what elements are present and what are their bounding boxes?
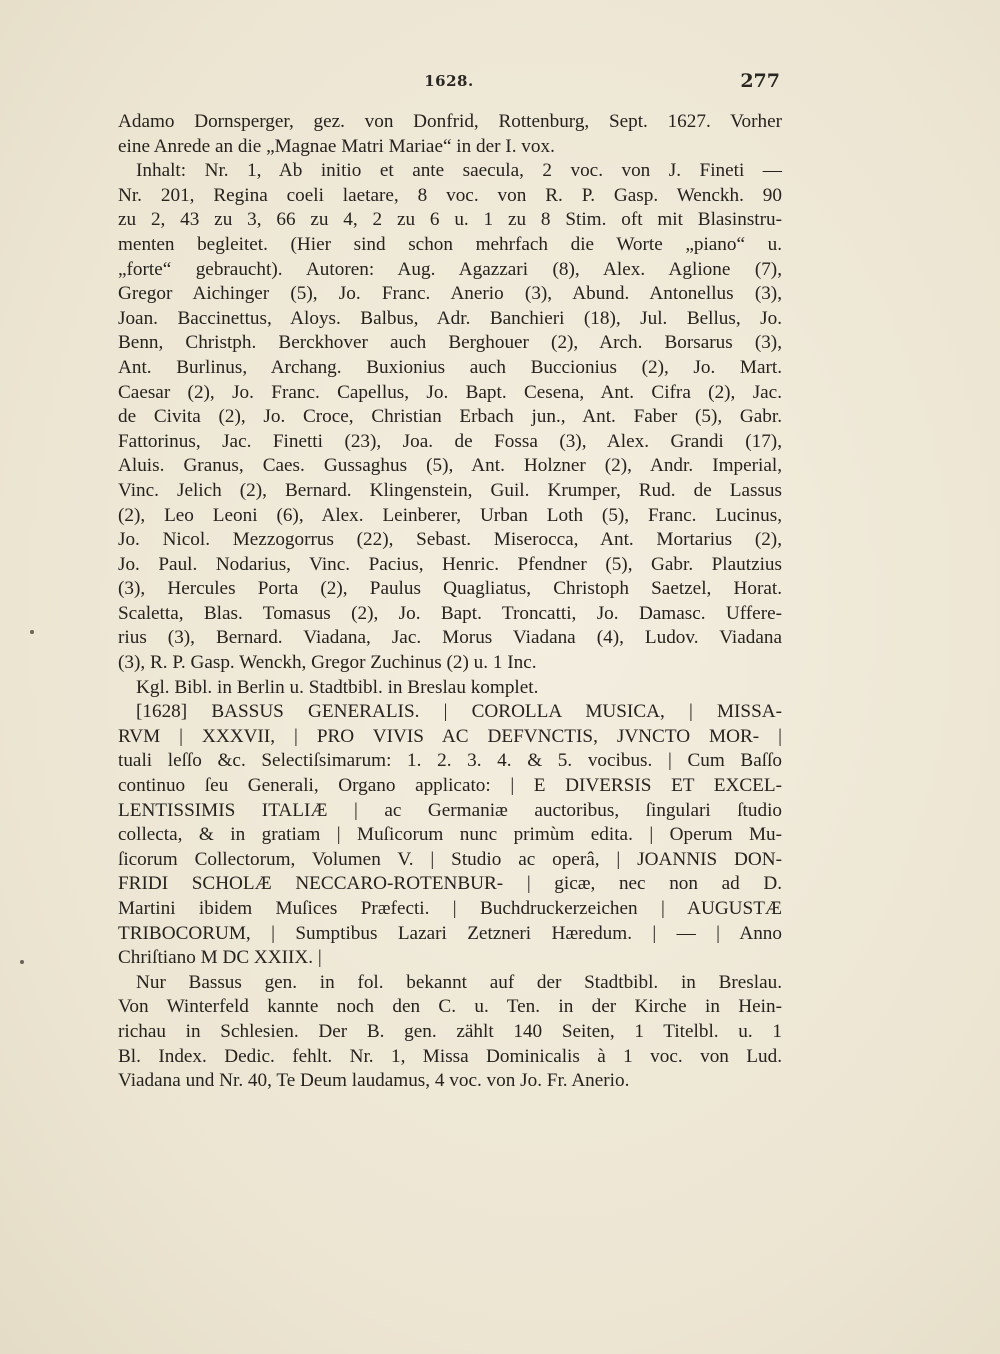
text-line: Bl. Index. Dedic. fehlt. Nr. 1, Missa Dominicalis à 1 voc. von Lud. — [118, 1045, 782, 1067]
text-line: TRIBOCORUM, | Sumptibus Lazari Zetzneri Hæredum. | — | Anno — [118, 922, 782, 944]
text-line: Aluis. Granus, Caes. Gussaghus (5), Ant. Holzner (2), Andr. Imperial, — [118, 455, 782, 477]
text-line: de Civita (2), Jo. Croce, Christian Erbach jun., Ant. Faber (5), Gabr. — [118, 406, 782, 428]
text-line: continuo ſeu Generali, Organo applicato: | E DIVERSIS ET EXCEL- — [118, 775, 782, 797]
text-line: eine Anrede an die „Magnae Matri Mariae“ in der I. vox. — [118, 135, 555, 157]
text-line: tuali leſſo &c. Selectiſsimarum: 1. 2. 3. 4. & 5. vocibus. | Cum Baſſo — [118, 750, 782, 772]
text-line: LENTISSIMIS ITALIÆ | ac Germaniæ auctoribus, ſingulari ſtudio — [118, 799, 782, 821]
text-line: Adamo Dornsperger, gez. von Donfrid, Rottenburg, Sept. 1627. Vorher — [118, 111, 782, 132]
text-line: Von Winterfeld kannte noch den C. u. Ten. in der Kirche in Hein- — [118, 996, 782, 1018]
text-line: collecta, & in gratiam | Muſicorum nunc primùm edita. | Operum Mu- — [118, 824, 782, 846]
text-line: ſicorum Collectorum, Volumen V. | Studio ac operâ, | JOANNIS DON- — [118, 848, 782, 870]
text-line: zu 2, 43 zu 3, 66 zu 4, 2 zu 6 u. 1 zu 8 Stim. oft mit Blasinstru- — [118, 209, 782, 231]
text-line: rius (3), Bernard. Viadana, Jac. Morus Viadana (4), Ludov. Viadana — [118, 627, 782, 649]
text-line: Vinc. Jelich (2), Bernard. Klingenstein, Guil. Krumper, Rud. de Lassus — [118, 479, 782, 501]
page-body-text — [118, 110, 782, 1094]
text-line: Inhalt: Nr. 1, Ab initio et ante saecula, 2 voc. von J. Fineti — — [136, 160, 782, 182]
running-header — [118, 70, 780, 100]
text-line: Nr. 201, Regina coeli laetare, 8 voc. von R. P. Gasp. Wenckh. 90 — [118, 184, 782, 206]
text-line: Nur Bassus gen. in fol. bekannt auf der Stadtbibl. in Breslau. — [136, 971, 782, 993]
text-line: richau in Schlesien. Der B. gen. zählt 140 Seiten, 1 Titelbl. u. 1 — [118, 1020, 782, 1042]
header-year: 1628. — [424, 72, 474, 90]
text-line: (3), Hercules Porta (2), Paulus Quagliatus, Christoph Saetzel, Horat. — [118, 578, 782, 600]
text-line: „forte“ gebraucht). Autoren: Aug. Agazzari (8), Alex. Aglione (7), — [118, 258, 782, 280]
text-line: Viadana und Nr. 40, Te Deum laudamus, 4 voc. von Jo. Fr. Anerio. — [118, 1070, 630, 1092]
text-line: (3), R. P. Gasp. Wenckh, Gregor Zuchinus (2) u. 1 Inc. — [118, 652, 537, 674]
text-line: Jo. Paul. Nodarius, Vinc. Pacius, Henric. Pfendner (5), Gabr. Plautzius — [118, 553, 782, 575]
text-line: Caesar (2), Jo. Franc. Capellus, Jo. Bapt. Cesena, Ant. Cifra (2), Jac. — [118, 381, 782, 403]
text-line: Ant. Burlinus, Archang. Buxionius auch Buccionius (2), Jo. Mart. — [118, 356, 782, 378]
margin-speck — [30, 630, 34, 634]
text-line: Jo. Nicol. Mezzogorrus (22), Sebast. Miserocca, Ant. Mortarius (2), — [118, 529, 782, 551]
text-line: (2), Leo Leoni (6), Alex. Leinberer, Urban Loth (5), Franc. Lucinus, — [118, 504, 782, 526]
text-line: [1628] BASSUS GENERALIS. | COROLLA MUSICA, | MISSA- — [136, 701, 782, 723]
page-number: 277 — [740, 70, 780, 92]
text-line: Scaletta, Blas. Tomasus (2), Jo. Bapt. Troncatti, Jo. Damasc. Uffere- — [118, 602, 782, 624]
text-line: Gregor Aichinger (5), Jo. Franc. Anerio (3), Abund. Antonellus (3), — [118, 283, 782, 305]
text-line: menten begleitet. (Hier sind schon mehrfach die Worte „piano“ u. — [118, 233, 782, 255]
text-line: RVM | XXXVII, | PRO VIVIS AC DEFVNCTIS, JVNCTO MOR- | — [118, 725, 782, 747]
text-line: Benn, Christph. Berckhover auch Berghouer (2), Arch. Borsarus (3), — [118, 332, 782, 354]
text-line: Joan. Baccinettus, Aloys. Balbus, Adr. Banchieri (18), Jul. Bellus, Jo. — [118, 307, 782, 329]
text-line: Fattorinus, Jac. Finetti (23), Joa. de Fossa (3), Alex. Grandi (17), — [118, 430, 782, 452]
text-line: FRIDI SCHOLÆ NECCARO-ROTENBUR- | gicæ, nec non ad D. — [118, 873, 782, 895]
margin-speck — [20, 960, 24, 964]
text-line: Kgl. Bibl. in Berlin u. Stadtbibl. in Breslau komplet. — [136, 676, 539, 698]
text-line: Chriſtiano M DC XXIIX. | — [118, 947, 322, 969]
text-line: Martini ibidem Muſices Præfecti. | Buchdruckerzeichen | AUGUSTÆ — [118, 898, 782, 919]
